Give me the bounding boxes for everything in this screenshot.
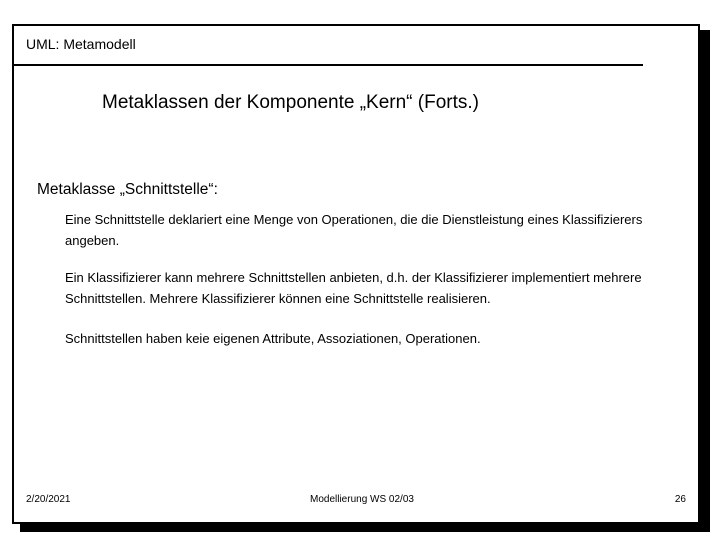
- footer-date: 2/20/2021: [26, 494, 71, 505]
- slide-title: Metaklassen der Komponente „Kern“ (Forts.): [102, 92, 479, 113]
- paragraph-multiple-interfaces: Ein Klassifizierer kann mehrere Schnittstellen anbieten, d.h. der Klassifizierer implementiert mehrere Schnittstellen. Mehrere Klassifizierer können eine Schnittstelle realisieren.: [65, 270, 642, 306]
- header-divider: [14, 64, 643, 66]
- header-title: UML: Metamodell: [26, 36, 136, 52]
- footer-page-number: 26: [674, 494, 686, 505]
- section-heading: Metaklasse „Schnittstelle“:: [37, 181, 218, 198]
- slide: [12, 24, 700, 524]
- footer-course: Modellierung WS 02/03: [310, 494, 414, 505]
- paragraph-no-attributes: Schnittstellen haben keie eigenen Attribute, Assoziationen, Operationen.: [65, 331, 481, 346]
- paragraph-interface-definition: Eine Schnittstelle deklariert eine Menge von Operationen, die die Dienstleistung eines Klassifizierers angeben.: [65, 212, 643, 248]
